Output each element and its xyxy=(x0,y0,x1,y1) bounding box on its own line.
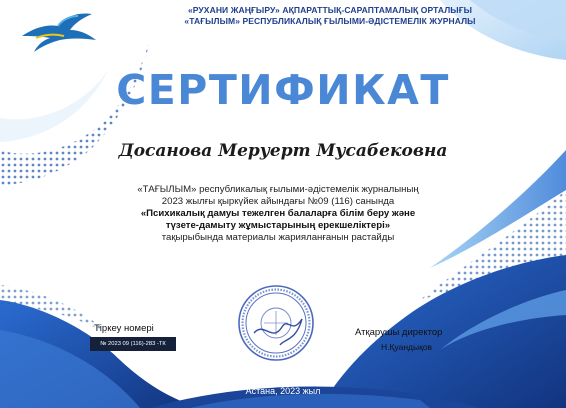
organization-header xyxy=(140,5,520,27)
journal-name: «ТАҒЫЛЫМ» РЕСПУБЛИКАЛЫҚ ҒЫЛЫМИ-ӘДІСТЕМЕЛІК ЖУРНАЛЫ xyxy=(184,16,476,26)
certificate-title: СЕРТИФИКАТ xyxy=(116,66,450,114)
article-title-line-1: «Психикалық дамуы тежелген балаларға білім беру және xyxy=(140,208,416,219)
body-line-journal: «ТАҒЫЛЫМ» республикалық ғылыми-әдістемелік журналының xyxy=(137,184,419,195)
organization-name: «РУХАНИ ЖАҢҒЫРУ» АҚПАРАТТЫҚ-САРАПТАМАЛЫҚ ОРТАЛЫҒЫ xyxy=(187,5,473,15)
certificate-body xyxy=(110,184,446,244)
director-name: Н.Қуандықов xyxy=(381,342,433,352)
place-and-year: Астана, 2023 жыл xyxy=(245,386,321,396)
official-seal-stamp xyxy=(236,283,316,363)
recipient-name: Досанова Меруерт Мусабековна xyxy=(118,141,448,161)
article-title-line-2: түзете-дамыту жұмыстарының ерекшеліктері» xyxy=(165,220,391,231)
ruhani-zhangyru-logo xyxy=(12,6,102,58)
body-line-confirmation: тақырыбында материалы жарияланғанын растайды xyxy=(161,232,395,243)
director-title: Атқарушы директор xyxy=(355,327,443,338)
registration-label: Тіркеу номері xyxy=(94,323,154,334)
body-line-issue: 2023 жылғы қыркүйек айындағы №09 (116) санында xyxy=(161,196,395,207)
registration-number: № 2023 09 (116)-283 -ТК xyxy=(90,337,176,351)
